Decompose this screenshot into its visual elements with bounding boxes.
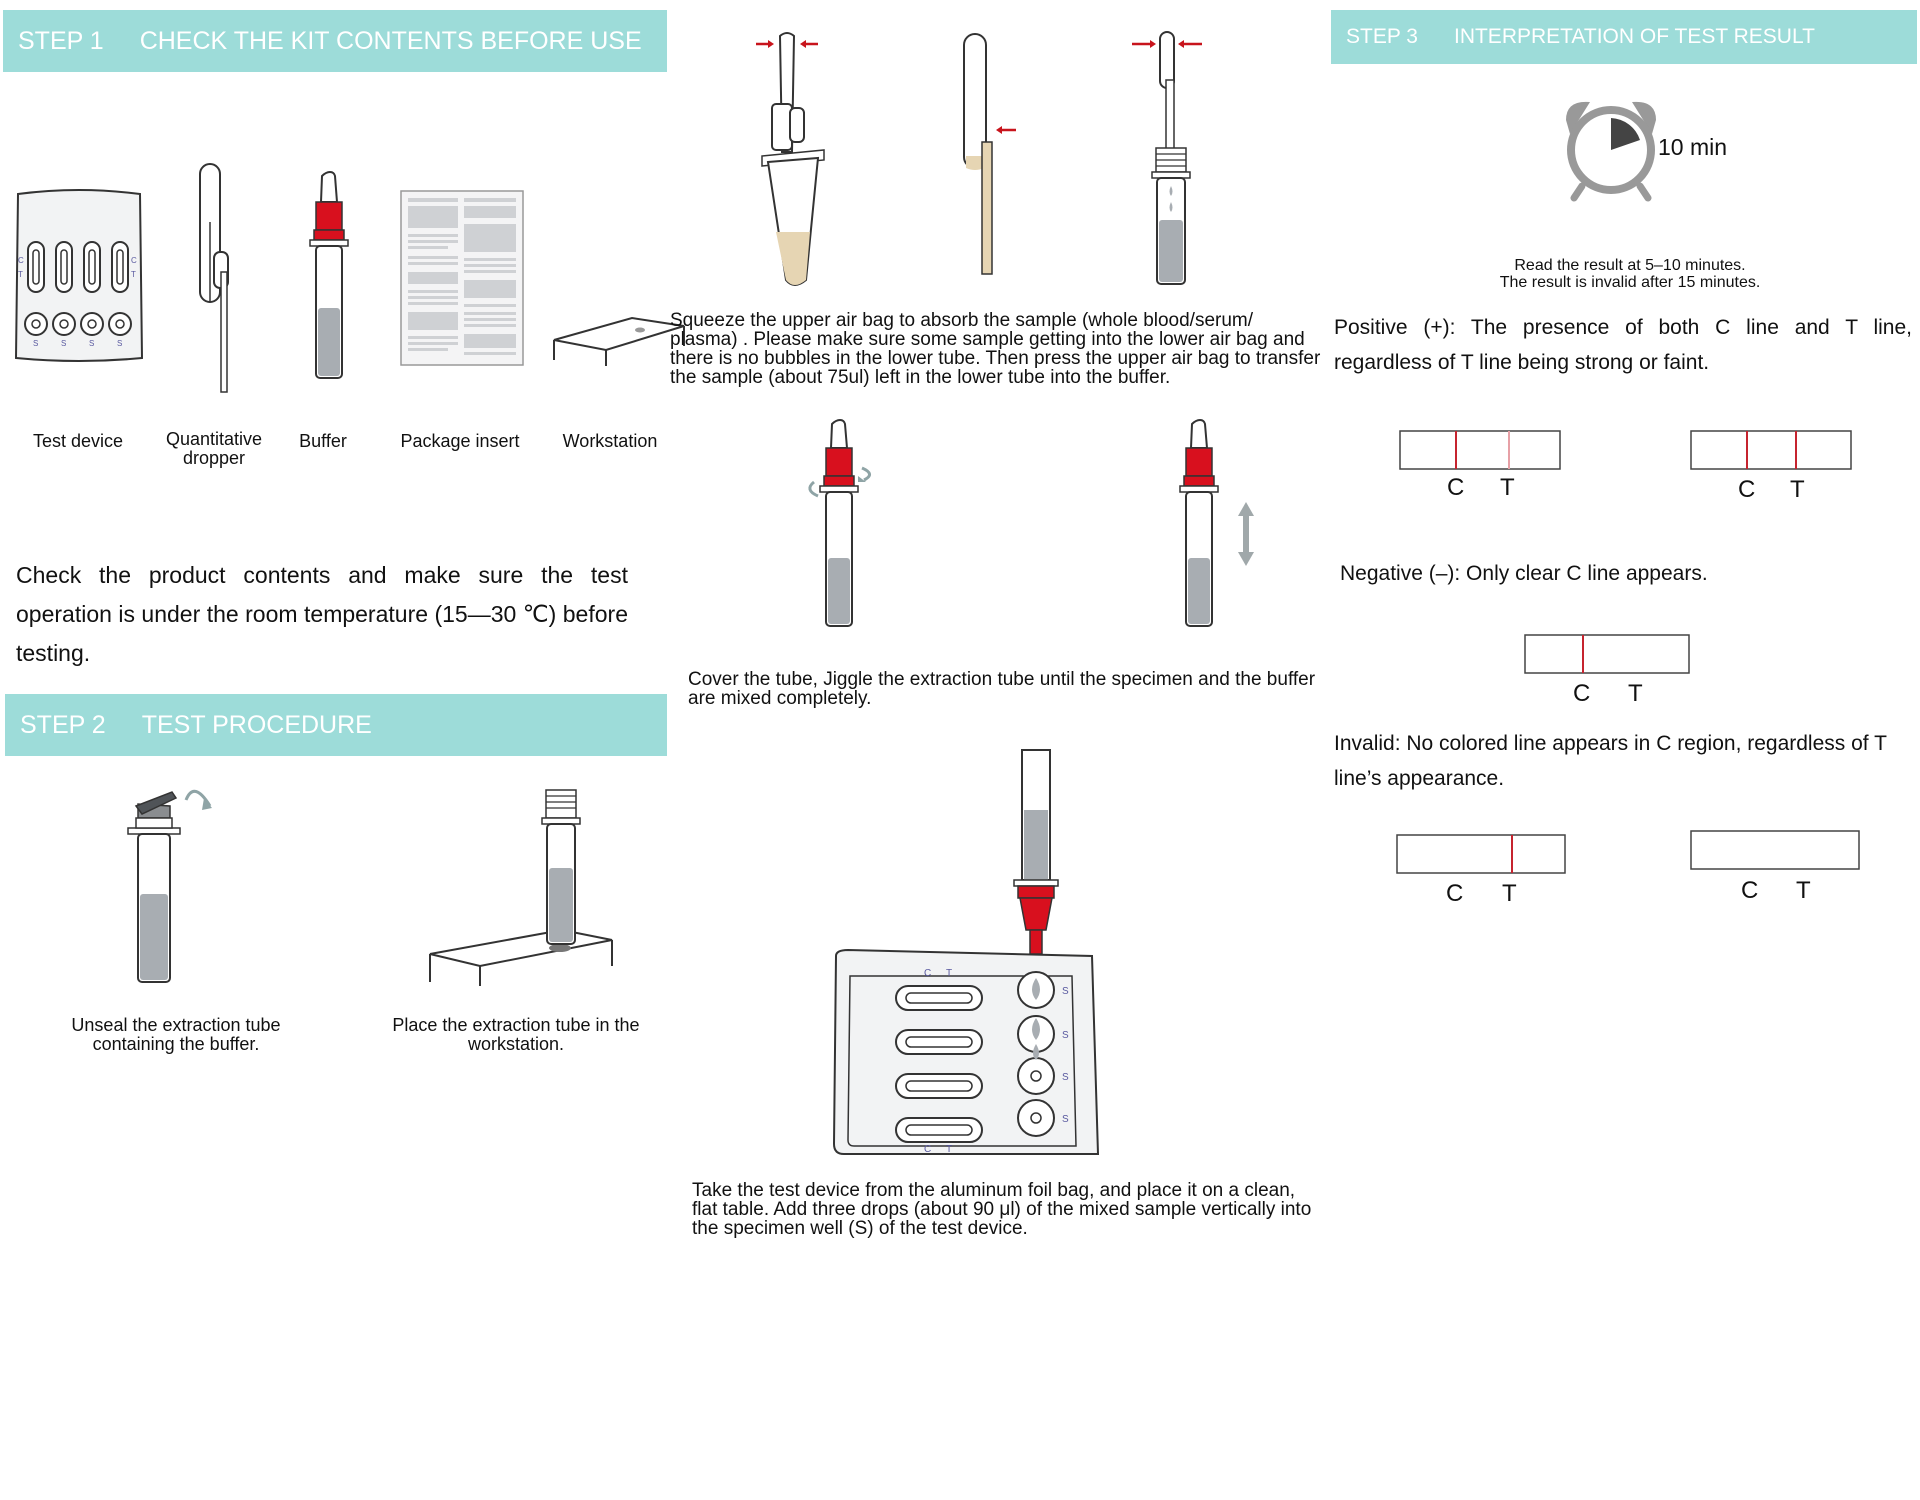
step1-number: STEP 1 <box>18 26 104 55</box>
cover-tube-illustration <box>800 420 878 630</box>
item-label-buffer: Buffer <box>299 431 347 451</box>
item-label-test-device: Test device <box>32 431 124 451</box>
dropper-illustration <box>190 162 240 394</box>
drop-device-letter-s4: S <box>1062 1114 1069 1125</box>
buffer-tube-illustration <box>304 172 354 382</box>
neg-c-label: C <box>1573 680 1591 707</box>
jiggle-instruction: Cover the tube, Jiggle the extraction tube until the specimen and the buffer are mixed completely. <box>688 669 1316 709</box>
package-insert-illustration <box>400 190 524 366</box>
device-letter-t-left: T <box>18 270 23 279</box>
alarm-clock-icon <box>1556 98 1666 202</box>
positive-description: Positive (+): The presence of both C line and T line, regardless of T line being strong or faint. <box>1334 316 1912 374</box>
step1-description: Check the product contents and make sure the test operation is under the room temperature (15—30 ℃) before testing. <box>16 562 628 666</box>
drop-device-letter-c-top: C <box>924 968 932 979</box>
inv1-c-label: C <box>1446 880 1464 907</box>
inv2-t-label: T <box>1796 877 1811 904</box>
pos1-t-label: T <box>1500 474 1515 501</box>
step2-title: TEST PROCEDURE <box>141 710 372 739</box>
unseal-tube-illustration <box>124 770 214 984</box>
item-label-package-insert: Package insert <box>400 431 520 451</box>
drop-device-letter-t-bottom: T <box>946 1144 953 1155</box>
drop-device-letter-c-bottom: C <box>924 1144 932 1155</box>
dropper-sample-illustration <box>954 30 1024 276</box>
squeeze-instruction: Squeeze the upper air bag to absorb the sample (whole blood/serum/ plasma) . Please make sure some sample getting into the lower air bag and there is no bubbles in the lower tube. Then press the upper air bag to transfer the sample (about 75ul) left in the lower tube into the buffer. <box>670 310 1321 388</box>
device-letter-s1: S <box>33 339 39 348</box>
shake-tube-illustration <box>1180 420 1262 630</box>
device-letter-t-right: T <box>131 270 136 279</box>
step3-number: STEP 3 <box>1346 25 1418 48</box>
negative-description: Negative (–): Only clear C line appears. <box>1340 562 1708 585</box>
place-tube-illustration <box>426 786 616 986</box>
add-drops-illustration <box>814 750 1100 1154</box>
pos2-t-label: T <box>1790 476 1805 503</box>
invalid-description: Invalid: No colored line appears in C region, regardless of T line’s appearance. <box>1334 732 1887 790</box>
negative-strip <box>1524 634 1690 674</box>
read-note-1: Read the result at 5–10 minutes. <box>1514 257 1746 274</box>
read-note-2: The result is invalid after 15 minutes. <box>1499 274 1761 291</box>
device-letter-c-right: C <box>131 256 137 265</box>
unseal-caption: Unseal the extraction tube containing the buffer. <box>71 1015 281 1054</box>
inv2-c-label: C <box>1741 877 1759 904</box>
item-label-workstation: Workstation <box>562 431 658 451</box>
test-device-illustration <box>14 188 144 366</box>
drop-device-letter-t-top: T <box>946 968 953 979</box>
device-letter-c-left: C <box>18 256 24 265</box>
device-letter-s3: S <box>89 339 95 348</box>
device-letter-s4: S <box>117 339 123 348</box>
device-letter-s2: S <box>61 339 67 348</box>
positive-strip-2 <box>1690 430 1852 470</box>
step2-banner <box>5 694 667 756</box>
pos2-c-label: C <box>1738 476 1756 503</box>
pos1-c-label: C <box>1447 474 1465 501</box>
step1-title: CHECK THE KIT CONTENTS BEFORE USE <box>139 26 642 55</box>
step1-banner <box>3 10 667 72</box>
squeeze-dropper-tube-illustration <box>742 32 832 288</box>
neg-t-label: T <box>1628 680 1643 707</box>
invalid-strip-1 <box>1396 834 1566 874</box>
drop-device-letter-s1: S <box>1062 986 1069 997</box>
step2-number: STEP 2 <box>20 710 106 739</box>
transfer-sample-illustration <box>1128 30 1212 288</box>
invalid-strip-2 <box>1690 830 1860 870</box>
place-caption: Place the extraction tube in the workstation. <box>392 1015 640 1054</box>
item-label-dropper: Quantitative dropper <box>165 429 263 468</box>
drop-device-letter-s3: S <box>1062 1072 1069 1083</box>
step3-title: INTERPRETATION OF TEST RESULT <box>1453 25 1815 48</box>
timer-label: 10 min <box>1658 134 1728 160</box>
drop-device-letter-s2: S <box>1062 1030 1069 1041</box>
add-drops-instruction: Take the test device from the aluminum foil bag, and place it on a clean, flat table. Add three drops (about 90 μl) of the mixed sample vertically into the specimen well (S) of the test device. <box>692 1180 1312 1239</box>
workstation-illustration <box>552 314 688 366</box>
inv1-t-label: T <box>1502 880 1517 907</box>
step3-banner <box>1331 10 1917 64</box>
positive-strip-1 <box>1399 430 1561 470</box>
